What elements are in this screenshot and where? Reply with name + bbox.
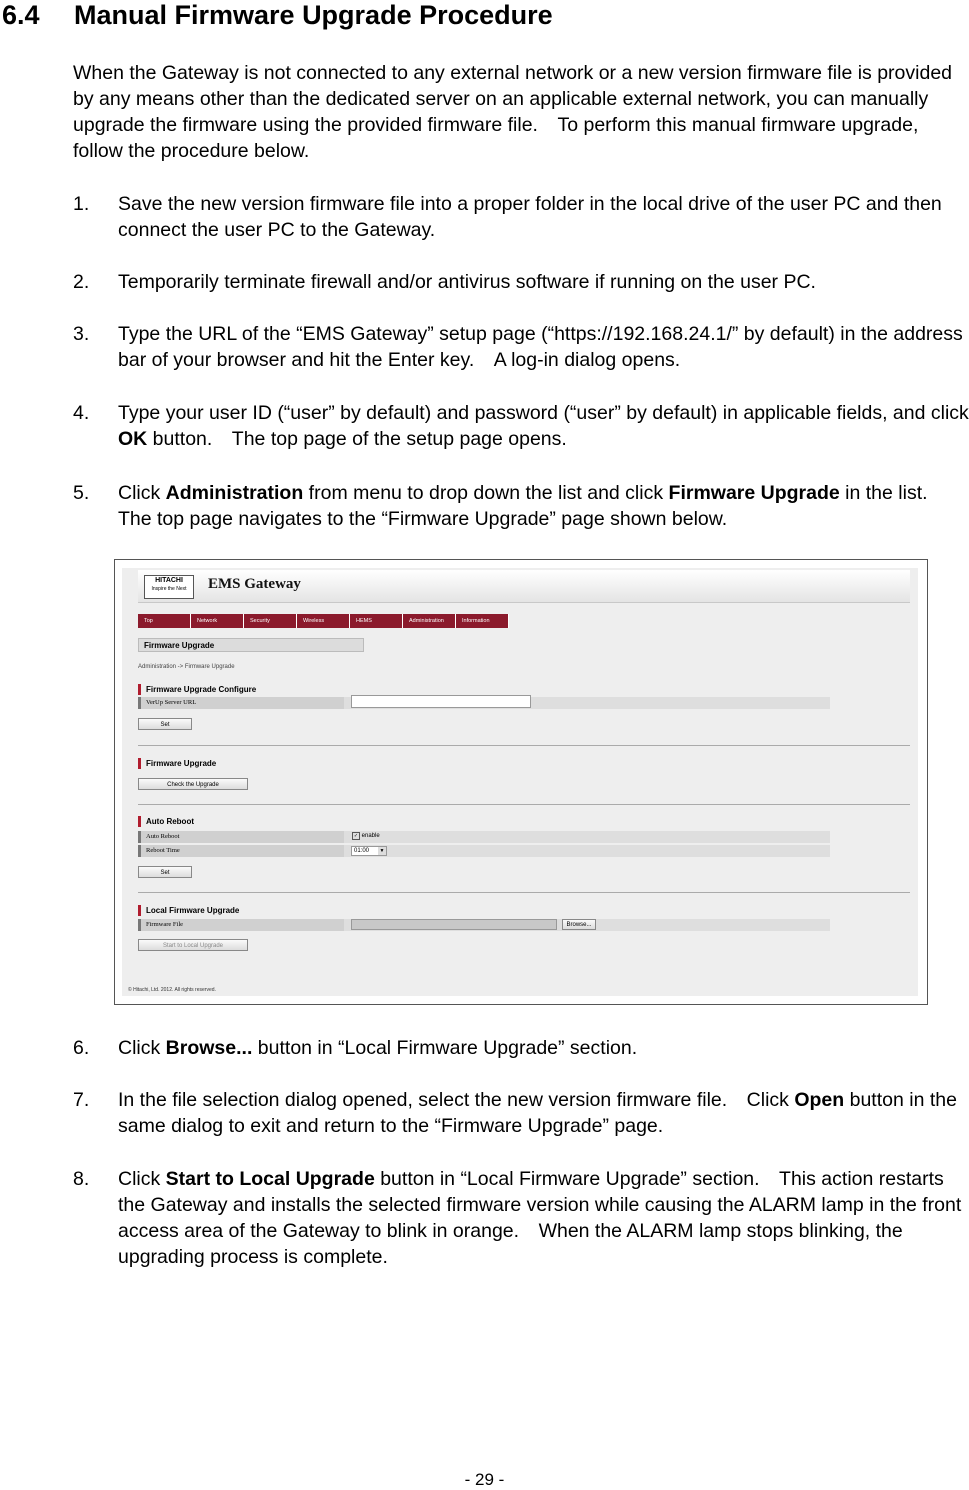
- divider: [138, 804, 910, 805]
- enable-checkbox[interactable]: ✓ enable: [353, 833, 380, 839]
- step-8: 8. Click Start to Local Upgrade button in “Local Firmware Upgrade” section. This action restarts the Gateway and installs the selected firmware version while causing the ALARM lamp in the front access area of the Gateway to blink in orange. When the ALARM lamp stops blinking, the upgrading process is complete.: [73, 1168, 962, 1268]
- verup-url-row: [138, 697, 830, 709]
- start-local-upgrade-button[interactable]: Start to Local Upgrade: [138, 939, 248, 951]
- auto-reboot-label: Auto Reboot: [138, 831, 344, 843]
- reboot-time-label: Reboot Time: [138, 845, 344, 857]
- step-6: 6. Click Browse... button in “Local Firmware Upgrade” section.: [73, 1037, 638, 1059]
- step-1: 1. Save the new version firmware file into a proper folder in the local drive of the user PC and then connect the user PC to the Gateway.: [73, 193, 942, 241]
- nav-administration[interactable]: Administration: [403, 614, 456, 628]
- nav-top[interactable]: Top: [138, 614, 191, 628]
- copyright: © Hitachi, Ltd. 2012. All rights reserved.: [128, 987, 216, 993]
- firmware-file-row: [138, 919, 830, 931]
- breadcrumb: Administration -> Firmware Upgrade: [138, 664, 235, 670]
- nav-security[interactable]: Security: [244, 614, 297, 628]
- intro-paragraph: When the Gateway is not connected to any external network or a new version firmware file is provided by any means other than the dedicated server on an applicable external network, you can manually upgrade the firmware using the provided firmware file. To perform this manual firmware upgrade, follow the procedure below.: [73, 62, 953, 162]
- reboot-time-row: [138, 845, 830, 857]
- chevron-down-icon: ▼: [379, 848, 385, 854]
- step-4: 4. Type your user ID (“user” by default) and password (“user” by default) in applicable fields, and click OK button. The top page of the setup page opens.: [73, 402, 969, 450]
- top-nav: [138, 614, 509, 628]
- reboot-time-select[interactable]: 01:00 ▼: [351, 846, 387, 856]
- nav-hems[interactable]: HEMS: [350, 614, 403, 628]
- app-title: EMS Gateway: [208, 576, 301, 592]
- nav-network[interactable]: Network: [191, 614, 244, 628]
- section-firmware-upgrade-configure: Firmware Upgrade Configure: [138, 684, 256, 695]
- page-title: Firmware Upgrade: [138, 638, 364, 652]
- nav-information[interactable]: Information: [456, 614, 509, 628]
- verup-url-label: VerUp Server URL: [138, 697, 344, 709]
- config-set-button[interactable]: Set: [138, 718, 192, 730]
- auto-reboot-row: [138, 831, 830, 843]
- step-3: 3. Type the URL of the “EMS Gateway” setup page (“https://192.168.24.1/” by default) in the address bar of your browser and hit the Enter key. A log-in dialog opens.: [73, 323, 963, 371]
- section-heading: [2, 0, 553, 31]
- step-2: 2. Temporarily terminate firewall and/or antivirus software if running on the user PC.: [73, 271, 816, 293]
- section-number: 6.4: [2, 0, 40, 30]
- section-firmware-upgrade: Firmware Upgrade: [138, 758, 216, 769]
- firmware-file-input[interactable]: [351, 919, 557, 930]
- divider: [138, 745, 910, 746]
- firmware-file-label: Firmware File: [138, 919, 344, 931]
- section-title: Manual Firmware Upgrade Procedure: [74, 0, 553, 30]
- firmware-upgrade-screenshot: [114, 559, 928, 1005]
- divider: [138, 892, 910, 893]
- nav-wireless[interactable]: Wireless: [297, 614, 350, 628]
- section-auto-reboot: Auto Reboot: [138, 816, 194, 827]
- section-local-firmware-upgrade: Local Firmware Upgrade: [138, 905, 239, 916]
- reboot-set-button[interactable]: Set: [138, 866, 192, 878]
- verup-url-input[interactable]: [351, 695, 531, 708]
- check-upgrade-button[interactable]: Check the Upgrade: [138, 778, 248, 790]
- browse-button[interactable]: Browse...: [562, 919, 596, 930]
- hitachi-logo: HITACHI Inspire the Next: [144, 575, 194, 599]
- page-number: - 29 -: [464, 1470, 505, 1489]
- step-7: 7. In the file selection dialog opened, select the new version firmware file. Click Open button in the same dialog to exit and return to the “Firmware Upgrade” page.: [73, 1089, 957, 1137]
- step-5: 5. Click Administration from menu to drop down the list and click Firmware Upgrade in the list. The top page navigates to the “Firmware Upgrade” page shown below.: [73, 482, 948, 530]
- app-header: [138, 570, 910, 603]
